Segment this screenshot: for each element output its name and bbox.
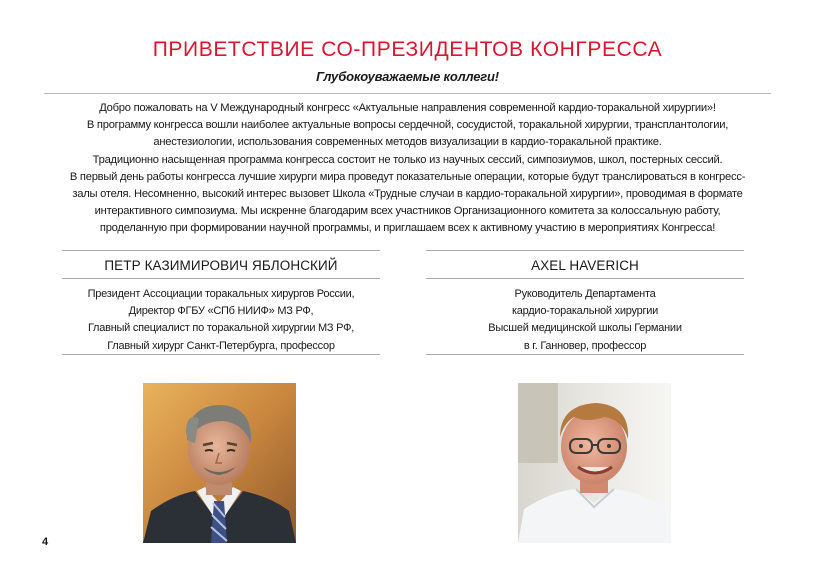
divider (426, 250, 744, 251)
president-left (62, 250, 380, 355)
page-title: ПРИВЕТСТВИЕ СО-ПРЕЗИДЕНТОВ КОНГРЕССА (152, 38, 663, 61)
president-role (426, 279, 744, 355)
intro-line: интерактивного симпозиума. Мы искренне благодарим всех участников Организационного комитета за колоссальную работу, (94, 205, 721, 218)
role-line: Высшей медицинской школы Германии (488, 322, 682, 335)
role-line: Главный хирург Санкт-Петербурга, профессор (107, 339, 335, 352)
president-right (426, 250, 744, 355)
role-line: Президент Ассоциации торакальных хирургов России, (87, 288, 355, 300)
role-line: кардио-торакальной хирургии (511, 305, 659, 318)
divider (44, 93, 771, 94)
divider (62, 250, 380, 251)
page-number: 4 (42, 536, 49, 548)
role-line: в г. Ганновер, профессор (523, 339, 647, 352)
intro-line: Добро пожаловать на V Международный конгресс «Актуальные направления современной кардио-торакальной хирургии»! (99, 102, 716, 114)
intro-line: проделанную при формировании научной программы, и приглашаем всех к активному участию в мероприятиях Конгресса! (99, 222, 716, 235)
role-line: Директор ФГБУ «СПб НИИФ» МЗ РФ, (128, 305, 314, 318)
divider (62, 354, 380, 355)
president-name: ПЕТР КАЗИМИРОВИЧ ЯБЛОНСКИЙ (104, 258, 338, 273)
intro-line: В программу конгресса вошли наиболее актуальные вопросы сердечной, сосудистой, торакальной хирургии, трансплантологии, (86, 119, 729, 132)
role-line: Главный специалист по торакальной хирургии МЗ РФ, (87, 322, 355, 335)
intro-line: Традиционно насыщенная программа конгресса состоит не только из научных сессий, симпозиумов, школ, постерных сессий. (92, 153, 723, 166)
intro-line: анестезиологии, использования современных методов визуализации в кардио-торакальной практике. (153, 136, 662, 149)
intro-text (40, 100, 775, 238)
president-name: AXEL HAVERICH (531, 258, 639, 273)
portrait-photo (143, 383, 296, 543)
intro-line: В первый день работы конгресса лучшие хирурги мира проведут показательные операции, которые будут транслироваться в конгресс- (69, 170, 746, 183)
divider (426, 354, 744, 355)
role-line: Руководитель Департамента (514, 288, 656, 300)
president-role (62, 279, 380, 355)
intro-line: залы отеля. Несомненно, высокий интерес вызовет Школа «Трудные случаи в кардио-торакальной хирургии», проводимая в формате (72, 188, 743, 201)
portrait-photo (518, 383, 671, 543)
greeting: Глубокоуважаемые коллеги! (316, 69, 499, 84)
